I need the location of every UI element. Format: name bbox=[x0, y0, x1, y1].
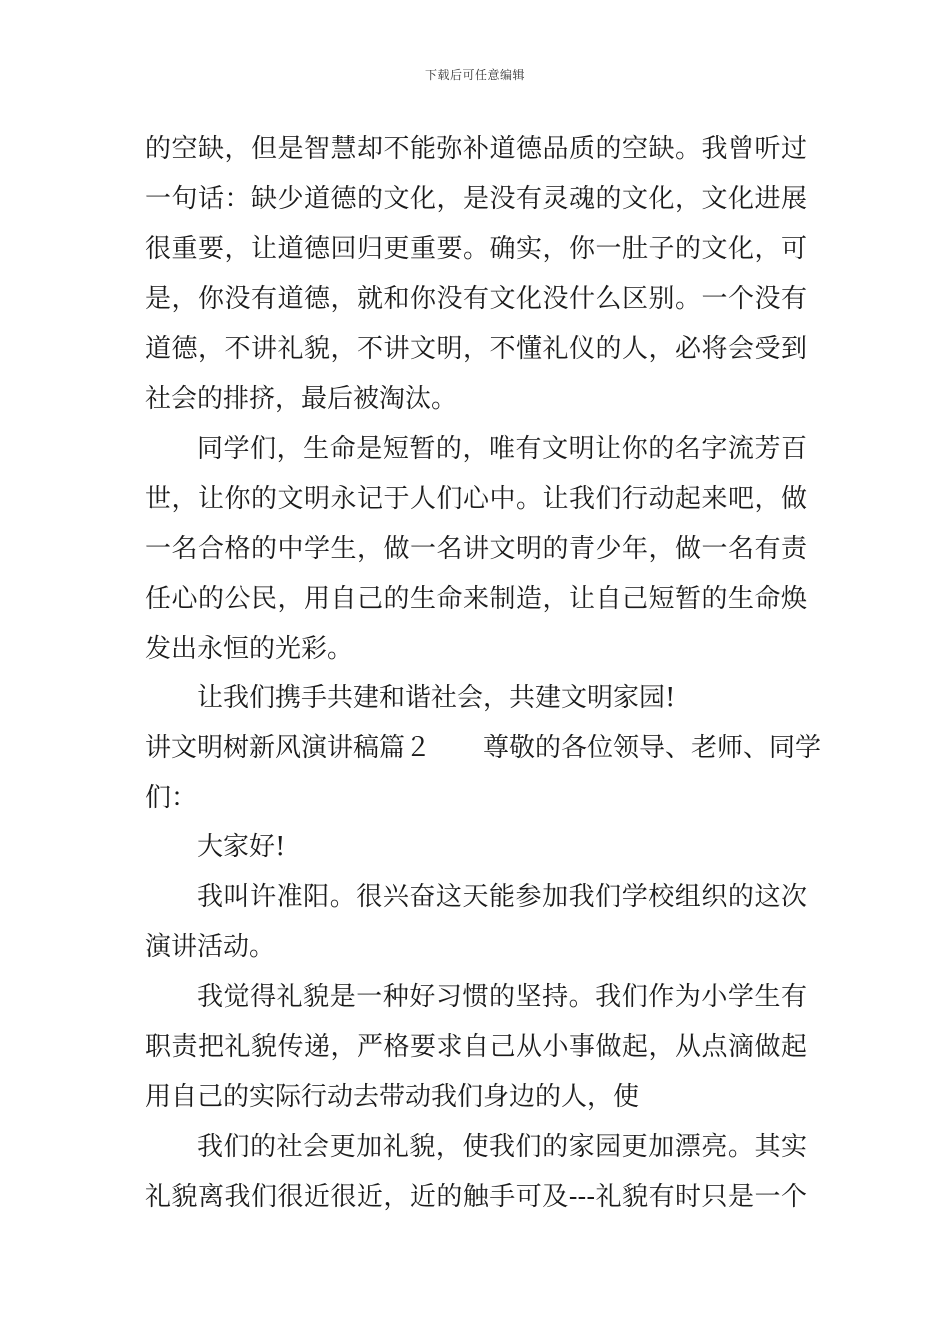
text-line: 发出永恒的光彩。 bbox=[145, 634, 354, 664]
text-line: 的空缺，但是智慧却不能弥补道德品质的空缺。我曾听过 bbox=[145, 134, 807, 164]
text-line: 世，让你的文明永记于人们心中。让我们行动起来吧，做 bbox=[145, 484, 807, 514]
text-line: 我叫许准阳。很兴奋这天能参加我们学校组织的这次 bbox=[197, 882, 807, 912]
page-header: 下载后可任意编辑 bbox=[424, 68, 525, 82]
text-line: 同学们，生命是短暂的，唯有文明让你的名字流芳百 bbox=[197, 434, 807, 464]
text-line: 礼貌离我们很近很近，近的触手可及---礼貌有时只是一个 bbox=[145, 1182, 807, 1212]
text-line: 任心的公民，用自己的生命来制造，让自己短暂的生命焕 bbox=[145, 584, 807, 614]
text-line: 们： bbox=[145, 783, 198, 813]
greeting-line: 大家好! bbox=[197, 832, 286, 862]
text-line: 我觉得礼貌是一种好习惯的坚持。我们作为小学生有 bbox=[197, 982, 807, 1012]
text-line: 是，你没有道德，就和你没有文化没什么区别。一个没有 bbox=[145, 284, 807, 314]
text-line: 职责把礼貌传递，严格要求自己从小事做起，从点滴做起 bbox=[145, 1032, 807, 1062]
text-line: 一名合格的中学生，做一名讲文明的青少年，做一名有责 bbox=[145, 534, 807, 564]
text-line: 用自己的实际行动去带动我们身边的人，使 bbox=[145, 1082, 640, 1112]
text-line: 演讲活动。 bbox=[145, 932, 276, 962]
text-line: 让我们携手共建和谐社会，共建文明家园! bbox=[197, 683, 676, 713]
text-line: 社会的排挤，最后被淘汰。 bbox=[145, 384, 458, 414]
text-line: 一句话：缺少道德的文化，是没有灵魂的文化，文化进展 bbox=[145, 184, 807, 214]
text-line: 很重要，让道德回归更重要。确实，你一肚子的文化，可 bbox=[145, 234, 807, 264]
text-line: 我们的社会更加礼貌，使我们的家园更加漂亮。其实 bbox=[197, 1132, 807, 1162]
text-line: 道德，不讲礼貌，不讲文明，不懂礼仪的人，必将会受到 bbox=[145, 334, 807, 364]
section-heading-line: 讲文明树新风演讲稿篇２ 尊敬的各位领导、老师、同学 bbox=[145, 733, 822, 763]
